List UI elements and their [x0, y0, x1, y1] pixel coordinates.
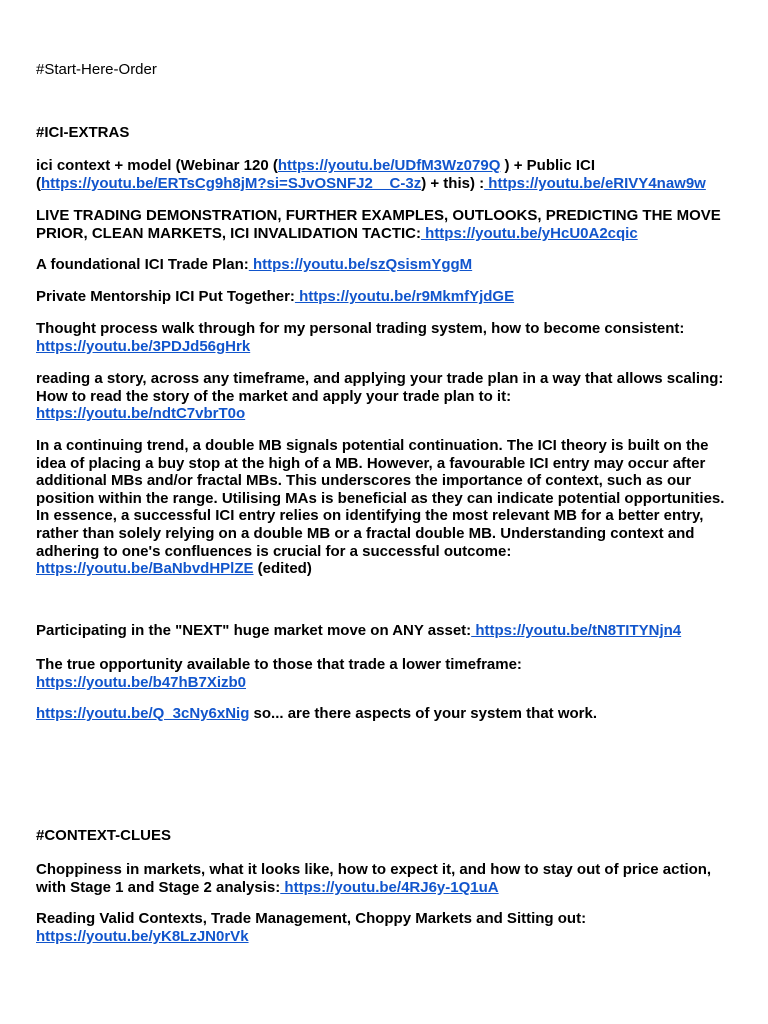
p10-text: so... are there aspects of your system that work. — [249, 705, 597, 722]
p7-text: In a continuing trend, a double MB signals potential continuation. The ICI theory is built on the idea of placing a buy stop at the high of a MB. However, a favourable ICI entry may occur after additional MBs and/or fractal MBs. This underscores the importance of context, such as our position within the range. Utilising MAs is beneficial as they can indicate potential opportunities. In essence, a successful ICI entry relies on identifying the most relevant MB for a better entry, rather than solely relying on a double MB or a fractal double MB. Understanding context and adhering to one's confluences is crucial for a successful outcome: — [36, 437, 725, 560]
link-thought-process[interactable]: https://youtu.be/3PDJd56gHrk — [36, 337, 251, 355]
link-live-trading[interactable]: https://youtu.be/yHcU0A2cqic — [420, 224, 638, 242]
paragraph-lower-timeframe — [36, 656, 736, 691]
link-webinar-120[interactable]: https://youtu.be/UDfM3Wz079Q — [277, 157, 501, 174]
paragraph-reading-a-story — [36, 370, 736, 423]
link-public-ici[interactable]: https://youtu.be/ERTsCg9h8jM?si=SJvOSNFJ2__C-3z — [41, 174, 422, 192]
p11-text: Choppiness in markets, what it looks like, how to expect it, and how to stay out of price action, with Stage 1 and Stage 2 analysis: — [36, 861, 712, 896]
paragraph-valid-contexts — [36, 910, 736, 945]
paragraph-ici-context-model — [36, 157, 736, 192]
section-heading-context-clues — [36, 827, 736, 845]
start-here-label — [36, 61, 736, 79]
p12-text: Reading Valid Contexts, Trade Management, Choppy Markets and Sitting out: — [36, 910, 587, 927]
link-valid-contexts[interactable]: https://youtu.be/yK8LzJN0rVk — [36, 927, 249, 945]
p7-edited-note: (edited) — [253, 560, 312, 578]
p1-line-two — [36, 175, 706, 192]
link-trade-plan[interactable]: https://youtu.be/szQsismYggM — [248, 256, 473, 273]
p9-text: The true opportunity available to those that trade a lower timeframe: — [36, 656, 522, 673]
link-next-move[interactable]: https://youtu.be/tN8TITYNjn4 — [471, 622, 682, 639]
heading-context-text: #CONTEXT-CLUES — [36, 827, 172, 844]
p1-text-d: ) + this) : — [421, 174, 485, 192]
paragraph-next-market-move — [36, 622, 736, 640]
p1-text-a: ici context + model (Webinar 120 ( — [36, 157, 278, 174]
p4-text: Private Mentorship ICI Put Together: — [36, 288, 295, 305]
link-choppiness[interactable]: https://youtu.be/4RJ6y-1Q1uA — [280, 878, 499, 896]
heading-ici-text: #ICI-EXTRAS — [36, 124, 130, 141]
p6-text: reading a story, across any timeframe, and applying your trade plan in a way that allows scaling: How to read the story of the market and apply your trade plan to it: — [36, 370, 724, 405]
link-reading-story[interactable]: https://youtu.be/ndtC7vbrT0o — [36, 405, 246, 423]
paragraph-live-trading — [36, 207, 736, 242]
link-private-mentorship[interactable]: https://youtu.be/r9MkmfYjdGE — [294, 288, 515, 305]
paragraph-private-mentorship — [36, 288, 736, 306]
start-here-text: #Start-Here-Order — [36, 61, 157, 78]
link-double-mb[interactable]: https://youtu.be/BaNbvdHPlZE — [36, 560, 254, 578]
p1-text-b: ) + Public ICI — [500, 157, 595, 174]
paragraph-choppiness — [36, 861, 736, 896]
p3-text: A foundational ICI Trade Plan: — [36, 256, 249, 273]
paragraph-trade-plan — [36, 256, 736, 274]
link-system-aspects[interactable]: https://youtu.be/Q_3cNy6xNig — [36, 705, 250, 722]
p1-text-c: ( — [36, 174, 41, 192]
paragraph-continuing-trend — [36, 437, 736, 578]
paragraph-thought-process — [36, 320, 736, 355]
p5-text: Thought process walk through for my personal trading system, how to become consistent: — [36, 320, 685, 337]
link-lower-timeframe[interactable]: https://youtu.be/b47hB7Xizb0 — [36, 673, 247, 691]
p8-text: Participating in the "NEXT" huge market move on ANY asset: — [36, 622, 472, 639]
p2-text: LIVE TRADING DEMONSTRATION, FURTHER EXAMPLES, OUTLOOKS, PREDICTING THE MOVE PRIOR, CLEAN MARKETS, ICI INVALIDATION TACTIC: — [36, 207, 721, 242]
paragraph-system-aspects — [36, 705, 736, 723]
link-this-video[interactable]: https://youtu.be/eRIVY4naw9w — [484, 174, 706, 192]
section-heading-ici-extras — [36, 124, 736, 142]
